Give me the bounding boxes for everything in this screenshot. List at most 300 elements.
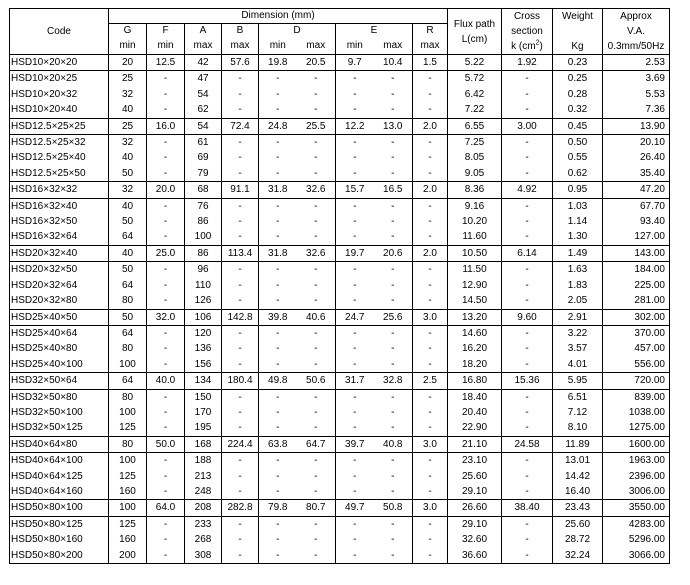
cell-dmax: -: [297, 198, 336, 214]
cell-r: 2.5: [413, 373, 448, 389]
cell-va: 7.36: [603, 102, 670, 118]
cell-va: 2396.00: [603, 469, 670, 484]
cell-emin: -: [336, 102, 374, 118]
cell-code: HSD25×40×50: [10, 309, 109, 325]
header-f-sub: min: [147, 38, 185, 55]
cell-g: 40: [109, 198, 147, 214]
cell-va: 370.00: [603, 325, 670, 341]
cell-l: 9.16: [448, 198, 502, 214]
cell-k: -: [502, 532, 553, 547]
cell-emax: -: [374, 198, 413, 214]
cell-dmin: -: [259, 198, 297, 214]
cell-f: 50.0: [147, 436, 185, 452]
cell-g: 80: [109, 341, 147, 356]
cell-code: HSD10×20×20: [10, 55, 109, 71]
cell-va: 1038.00: [603, 405, 670, 420]
cell-dmax: -: [297, 357, 336, 373]
cell-b: -: [222, 278, 259, 293]
cell-w: 0.62: [553, 166, 603, 182]
cell-dmax: 20.5: [297, 55, 336, 71]
cell-va: 3550.00: [603, 500, 670, 516]
cell-code: HSD12.5×25×40: [10, 150, 109, 165]
cell-code: HSD16×32×50: [10, 214, 109, 229]
cell-emin: 9.7: [336, 55, 374, 71]
cell-a: 126: [185, 293, 222, 309]
cell-l: 6.42: [448, 87, 502, 102]
cell-k: 38.40: [502, 500, 553, 516]
cell-g: 25: [109, 118, 147, 134]
cell-a: 68: [185, 182, 222, 198]
table-row: [10, 87, 670, 102]
cell-g: 32: [109, 182, 147, 198]
cell-code: HSD12.5×25×25: [10, 118, 109, 134]
cell-l: 6.55: [448, 118, 502, 134]
cell-r: 2.0: [413, 245, 448, 261]
cell-f: 12.5: [147, 55, 185, 71]
cell-k: -: [502, 135, 553, 151]
cell-k: -: [502, 357, 553, 373]
cell-b: 57.6: [222, 55, 259, 71]
cell-f: -: [147, 293, 185, 309]
cell-f: -: [147, 229, 185, 245]
cell-dmin: -: [259, 229, 297, 245]
cell-l: 7.22: [448, 102, 502, 118]
cell-b: -: [222, 71, 259, 87]
cell-r: 3.0: [413, 436, 448, 452]
flux-path-line2: L(cm): [461, 33, 488, 45]
cell-f: -: [147, 405, 185, 420]
cell-va: 281.00: [603, 293, 670, 309]
cell-a: 120: [185, 325, 222, 341]
cell-f: -: [147, 532, 185, 547]
cell-k: -: [502, 150, 553, 165]
cell-f: -: [147, 150, 185, 165]
cell-a: 268: [185, 532, 222, 547]
cell-r: -: [413, 389, 448, 405]
cell-va: 47.20: [603, 182, 670, 198]
table-row: [10, 118, 670, 134]
cell-code: HSD40×64×125: [10, 469, 109, 484]
cell-b: -: [222, 532, 259, 547]
cell-b: -: [222, 420, 259, 436]
cell-emax: -: [374, 341, 413, 356]
cell-a: 47: [185, 71, 222, 87]
cell-b: 224.4: [222, 436, 259, 452]
cell-dmax: -: [297, 548, 336, 564]
cell-w: 2.05: [553, 293, 603, 309]
table-row: [10, 500, 670, 516]
cell-g: 64: [109, 325, 147, 341]
cell-f: -: [147, 469, 185, 484]
cell-dmax: -: [297, 341, 336, 356]
cell-dmin: -: [259, 135, 297, 151]
cell-code: HSD20×32×64: [10, 278, 109, 293]
cell-va: 26.40: [603, 150, 670, 165]
cell-g: 50: [109, 214, 147, 229]
cell-k: -: [502, 341, 553, 356]
cell-a: 76: [185, 198, 222, 214]
cell-f: -: [147, 389, 185, 405]
table-row: [10, 325, 670, 341]
cell-emax: -: [374, 325, 413, 341]
cell-f: -: [147, 278, 185, 293]
cell-emax: 10.4: [374, 55, 413, 71]
cell-g: 200: [109, 548, 147, 564]
cell-dmax: -: [297, 405, 336, 420]
approx-line3: 0.3mm/50Hz: [607, 41, 665, 52]
table-row: [10, 341, 670, 356]
cell-k: -: [502, 278, 553, 293]
cell-k: -: [502, 389, 553, 405]
cell-va: 13.90: [603, 118, 670, 134]
cell-code: HSD10×20×32: [10, 87, 109, 102]
cell-va: 143.00: [603, 245, 670, 261]
cell-dmax: -: [297, 166, 336, 182]
cell-emin: -: [336, 71, 374, 87]
cell-r: -: [413, 102, 448, 118]
cell-a: 188: [185, 453, 222, 469]
cell-f: -: [147, 357, 185, 373]
cell-f: -: [147, 198, 185, 214]
cell-dmin: -: [259, 278, 297, 293]
cell-w: 1.03: [553, 198, 603, 214]
cell-va: 3.69: [603, 71, 670, 87]
cell-g: 40: [109, 245, 147, 261]
cell-code: HSD20×32×50: [10, 262, 109, 278]
cell-code: HSD32×50×125: [10, 420, 109, 436]
cell-r: -: [413, 516, 448, 532]
cell-l: 7.25: [448, 135, 502, 151]
cell-r: -: [413, 548, 448, 564]
cell-va: 20.10: [603, 135, 670, 151]
cell-a: 134: [185, 373, 222, 389]
cell-g: 100: [109, 405, 147, 420]
table-row: [10, 548, 670, 564]
header-e: E: [336, 24, 413, 39]
cross-close: ): [539, 41, 543, 52]
cell-dmin: -: [259, 453, 297, 469]
cell-f: -: [147, 166, 185, 182]
table-row: [10, 516, 670, 532]
cell-dmin: -: [259, 405, 297, 420]
cell-l: 11.50: [448, 262, 502, 278]
cell-dmin: -: [259, 166, 297, 182]
cell-b: 91.1: [222, 182, 259, 198]
cell-r: -: [413, 420, 448, 436]
cell-dmin: -: [259, 341, 297, 356]
cell-dmax: 80.7: [297, 500, 336, 516]
cell-l: 22.90: [448, 420, 502, 436]
cell-w: 5.95: [553, 373, 603, 389]
cell-emin: -: [336, 357, 374, 373]
cell-k: -: [502, 293, 553, 309]
cell-r: -: [413, 453, 448, 469]
table-body: [10, 55, 670, 564]
cell-a: 100: [185, 229, 222, 245]
cell-dmin: -: [259, 102, 297, 118]
cell-dmin: 31.8: [259, 245, 297, 261]
cell-k: -: [502, 166, 553, 182]
cell-g: 40: [109, 150, 147, 165]
table-row: [10, 309, 670, 325]
cell-emax: -: [374, 262, 413, 278]
cell-f: -: [147, 262, 185, 278]
cell-a: 168: [185, 436, 222, 452]
cell-dmin: -: [259, 262, 297, 278]
cell-r: -: [413, 341, 448, 356]
cell-l: 13.20: [448, 309, 502, 325]
table-row: [10, 484, 670, 500]
cell-emax: -: [374, 293, 413, 309]
cell-dmax: -: [297, 278, 336, 293]
cell-f: -: [147, 214, 185, 229]
cell-r: -: [413, 262, 448, 278]
cell-code: HSD32×50×80: [10, 389, 109, 405]
cell-dmax: -: [297, 87, 336, 102]
cell-emin: -: [336, 87, 374, 102]
cell-k: -: [502, 516, 553, 532]
cell-l: 20.40: [448, 405, 502, 420]
cell-l: 23.10: [448, 453, 502, 469]
cell-r: 3.0: [413, 309, 448, 325]
cell-emax: -: [374, 357, 413, 373]
cell-r: -: [413, 71, 448, 87]
cell-dmin: 19.8: [259, 55, 297, 71]
cell-w: 3.22: [553, 325, 603, 341]
cell-va: 3006.00: [603, 484, 670, 500]
cell-g: 125: [109, 469, 147, 484]
cell-dmin: -: [259, 516, 297, 532]
cell-code: HSD32×50×64: [10, 373, 109, 389]
cell-dmax: -: [297, 484, 336, 500]
cell-w: 0.28: [553, 87, 603, 102]
cell-b: -: [222, 198, 259, 214]
cell-code: HSD10×20×40: [10, 102, 109, 118]
cell-emin: 49.7: [336, 500, 374, 516]
cell-g: 50: [109, 309, 147, 325]
cell-code: HSD16×32×40: [10, 198, 109, 214]
cell-emin: -: [336, 278, 374, 293]
cell-g: 125: [109, 420, 147, 436]
header-flux-path: [448, 9, 502, 55]
cell-emax: -: [374, 389, 413, 405]
table-header: [10, 9, 670, 55]
header-a-sub: max: [185, 38, 222, 55]
cell-b: -: [222, 484, 259, 500]
table-row: [10, 150, 670, 165]
approx-line2: V.A.: [627, 26, 645, 37]
cell-emax: 13.0: [374, 118, 413, 134]
cell-w: 0.23: [553, 55, 603, 71]
cell-r: -: [413, 150, 448, 165]
cell-w: 1.14: [553, 214, 603, 229]
cell-va: 35.40: [603, 166, 670, 182]
table-row: [10, 293, 670, 309]
cell-dmax: -: [297, 469, 336, 484]
cell-b: -: [222, 293, 259, 309]
cell-emax: -: [374, 548, 413, 564]
cell-dmax: 40.6: [297, 309, 336, 325]
cell-dmax: 50.6: [297, 373, 336, 389]
cell-va: 457.00: [603, 341, 670, 356]
cell-dmax: -: [297, 453, 336, 469]
cell-f: -: [147, 71, 185, 87]
cell-dmax: -: [297, 214, 336, 229]
cell-a: 213: [185, 469, 222, 484]
cell-b: -: [222, 87, 259, 102]
cell-code: HSD25×40×100: [10, 357, 109, 373]
cell-dmin: 79.8: [259, 500, 297, 516]
cell-f: -: [147, 516, 185, 532]
cell-k: -: [502, 469, 553, 484]
header-weight: [553, 9, 603, 55]
table-row: [10, 262, 670, 278]
cell-l: 8.05: [448, 150, 502, 165]
cell-l: 14.60: [448, 325, 502, 341]
table-row: [10, 405, 670, 420]
cell-k: -: [502, 405, 553, 420]
cell-a: 86: [185, 214, 222, 229]
cell-emax: 32.8: [374, 373, 413, 389]
cell-g: 32: [109, 87, 147, 102]
cell-emin: 19.7: [336, 245, 374, 261]
cell-code: HSD10×20×25: [10, 71, 109, 87]
cell-r: -: [413, 87, 448, 102]
cross-line1: Cross: [513, 11, 541, 22]
cell-dmin: -: [259, 293, 297, 309]
cell-l: 29.10: [448, 484, 502, 500]
cell-emin: -: [336, 229, 374, 245]
cell-l: 12.90: [448, 278, 502, 293]
table-row: [10, 166, 670, 182]
cell-emax: -: [374, 532, 413, 547]
cell-k: 15.36: [502, 373, 553, 389]
cell-code: HSD40×64×100: [10, 453, 109, 469]
cell-dmax: -: [297, 229, 336, 245]
table-row: [10, 420, 670, 436]
cell-r: -: [413, 469, 448, 484]
cell-a: 170: [185, 405, 222, 420]
table-row: [10, 229, 670, 245]
cell-dmin: -: [259, 325, 297, 341]
cell-dmax: -: [297, 325, 336, 341]
cell-emax: -: [374, 87, 413, 102]
cell-code: HSD20×32×80: [10, 293, 109, 309]
cell-w: 32.24: [553, 548, 603, 564]
cell-emin: -: [336, 420, 374, 436]
table-row: [10, 373, 670, 389]
cell-w: 14.42: [553, 469, 603, 484]
flux-path-line1: Flux path: [453, 18, 496, 30]
cell-w: 0.95: [553, 182, 603, 198]
cell-emin: -: [336, 341, 374, 356]
header-r: R: [413, 24, 448, 39]
cell-r: -: [413, 214, 448, 229]
cell-l: 26.60: [448, 500, 502, 516]
cell-emax: 40.8: [374, 436, 413, 452]
cell-code: HSD40×64×160: [10, 484, 109, 500]
cell-w: 1.63: [553, 262, 603, 278]
cell-b: -: [222, 357, 259, 373]
cell-a: 54: [185, 87, 222, 102]
cell-w: 0.50: [553, 135, 603, 151]
cell-l: 16.20: [448, 341, 502, 356]
cell-code: HSD40×64×80: [10, 436, 109, 452]
cell-b: -: [222, 214, 259, 229]
cell-g: 100: [109, 500, 147, 516]
cell-g: 50: [109, 166, 147, 182]
cell-emax: -: [374, 484, 413, 500]
cell-emin: -: [336, 214, 374, 229]
cell-k: 4.92: [502, 182, 553, 198]
cell-a: 233: [185, 516, 222, 532]
cell-g: 50: [109, 262, 147, 278]
table-row: [10, 55, 670, 71]
cell-b: 142.8: [222, 309, 259, 325]
cell-dmin: -: [259, 214, 297, 229]
cell-emin: 12.2: [336, 118, 374, 134]
cell-w: 0.32: [553, 102, 603, 118]
cell-a: 136: [185, 341, 222, 356]
table-row: [10, 389, 670, 405]
cell-r: 2.0: [413, 182, 448, 198]
header-d-min: min: [259, 38, 297, 55]
cell-dmax: -: [297, 516, 336, 532]
cell-a: 69: [185, 150, 222, 165]
cell-va: 2.53: [603, 55, 670, 71]
table-row: [10, 102, 670, 118]
table-row: [10, 453, 670, 469]
cell-l: 9.05: [448, 166, 502, 182]
cell-a: 42: [185, 55, 222, 71]
cell-dmax: -: [297, 293, 336, 309]
cell-b: 180.4: [222, 373, 259, 389]
cell-emin: -: [336, 325, 374, 341]
header-d-max: max: [297, 38, 336, 55]
header-b-sub: max: [222, 38, 259, 55]
cell-va: 225.00: [603, 278, 670, 293]
cell-a: 308: [185, 548, 222, 564]
cell-b: -: [222, 166, 259, 182]
cell-dmin: 39.8: [259, 309, 297, 325]
cell-w: 1.30: [553, 229, 603, 245]
cell-va: 302.00: [603, 309, 670, 325]
cell-emin: -: [336, 198, 374, 214]
cell-emin: -: [336, 453, 374, 469]
cell-dmax: -: [297, 135, 336, 151]
cell-va: 127.00: [603, 229, 670, 245]
cell-dmin: 31.8: [259, 182, 297, 198]
cell-g: 40: [109, 102, 147, 118]
cell-w: 8.10: [553, 420, 603, 436]
cell-g: 64: [109, 373, 147, 389]
cell-r: 1.5: [413, 55, 448, 71]
cell-f: 32.0: [147, 309, 185, 325]
table-row: [10, 71, 670, 87]
weight-label: Weight: [562, 11, 593, 22]
cell-b: -: [222, 262, 259, 278]
cell-g: 20: [109, 55, 147, 71]
cell-f: -: [147, 420, 185, 436]
cell-g: 125: [109, 516, 147, 532]
cell-r: -: [413, 229, 448, 245]
cell-emin: -: [336, 293, 374, 309]
cell-emax: -: [374, 469, 413, 484]
cell-b: -: [222, 516, 259, 532]
cell-w: 2.91: [553, 309, 603, 325]
cell-va: 5296.00: [603, 532, 670, 547]
cell-a: 79: [185, 166, 222, 182]
